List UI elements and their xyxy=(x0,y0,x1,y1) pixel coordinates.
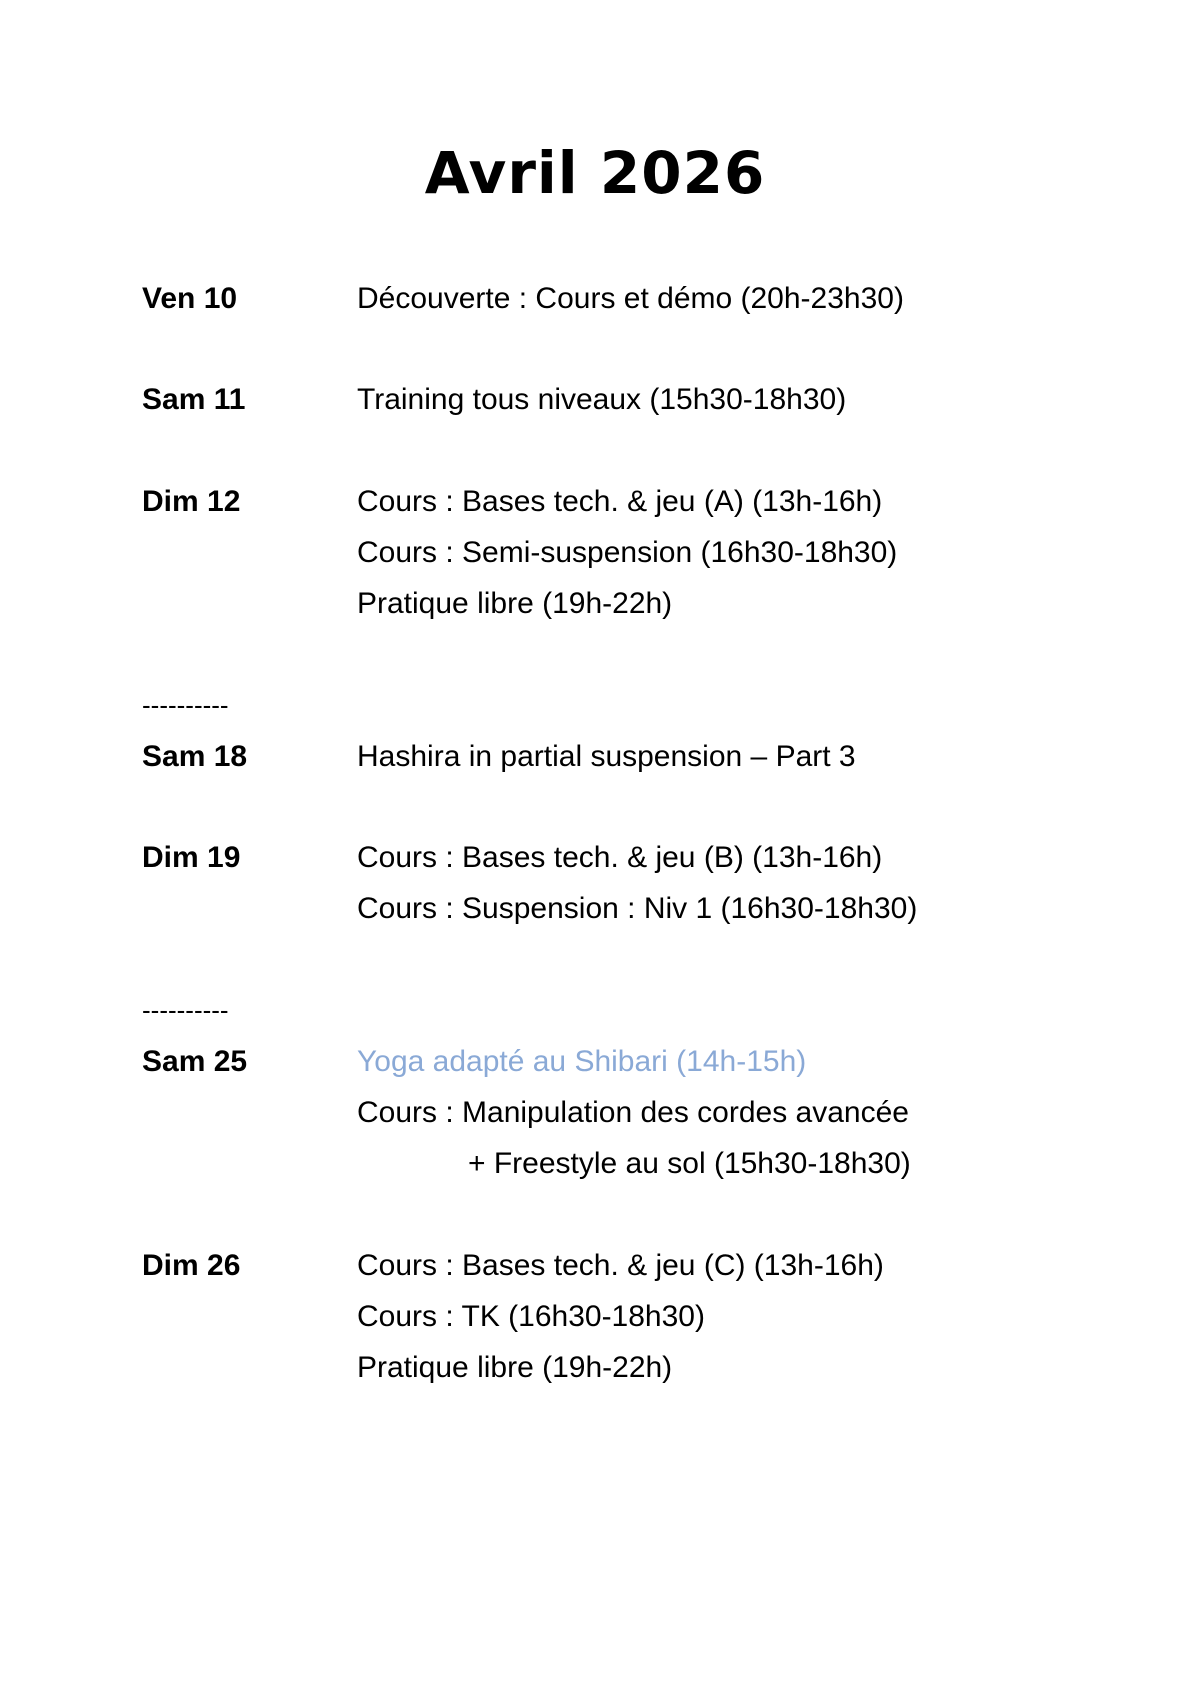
event-item: Cours : Bases tech. & jeu (B) (13h-16h) xyxy=(357,841,883,874)
event-item: Pratique libre (19h-22h) xyxy=(357,587,673,620)
day-label: Sam 18 xyxy=(142,740,248,773)
event-item: Cours : TK (16h30-18h30) xyxy=(357,1300,705,1333)
event-item: Training tous niveaux (15h30-18h30) xyxy=(357,383,847,416)
day-label: Dim 26 xyxy=(142,1249,241,1282)
day-label: Sam 11 xyxy=(142,383,246,416)
event-item: Cours : Semi-suspension (16h30-18h30) xyxy=(357,536,898,569)
day-label: Dim 19 xyxy=(142,841,241,874)
day-label: Dim 12 xyxy=(142,485,241,518)
event-item: Cours : Bases tech. & jeu (C) (13h-16h) xyxy=(357,1249,884,1282)
event-item: Pratique libre (19h-22h) xyxy=(357,1351,673,1384)
event-item: Hashira in partial suspension – Part 3 xyxy=(357,740,856,773)
page-title: Avril 2026 xyxy=(424,139,766,207)
day-label: Ven 10 xyxy=(142,282,238,315)
event-item: Cours : Suspension : Niv 1 (16h30-18h30) xyxy=(357,892,918,925)
event-item-highlighted: Yoga adapté au Shibari (14h-15h) xyxy=(357,1045,807,1078)
event-item: Découverte : Cours et démo (20h-23h30) xyxy=(357,282,904,315)
week-separator: ---------- xyxy=(142,690,229,720)
event-item: Cours : Bases tech. & jeu (A) (13h-16h) xyxy=(357,485,883,518)
event-item: Cours : Manipulation des cordes avancée xyxy=(357,1096,909,1129)
day-label: Sam 25 xyxy=(142,1045,248,1078)
event-item-continuation: + Freestyle au sol (15h30-18h30) xyxy=(468,1147,911,1180)
week-separator: ---------- xyxy=(142,995,229,1025)
